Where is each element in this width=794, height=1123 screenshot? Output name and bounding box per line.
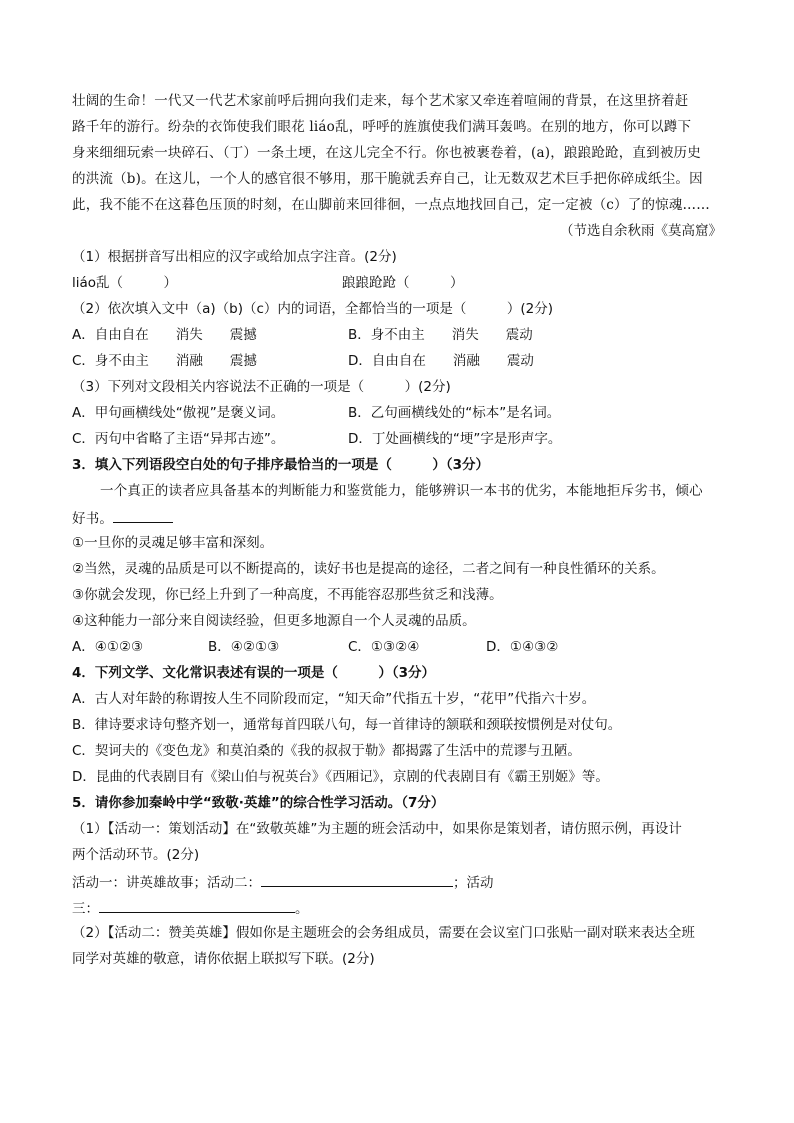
- option-row: [72, 400, 724, 426]
- option-row: [72, 348, 724, 374]
- sub-question-2: （2）依次填入文中（a)（b)（c）内的词语，全都恰当的一项是（ ）(2分): [72, 301, 554, 317]
- sentence-item: ③你就会发现，你已经上升到了一种高度，不再能容忍那些贫乏和浅薄。: [72, 587, 503, 603]
- question-5: [72, 790, 724, 972]
- option-b: B．④②①③: [208, 639, 280, 655]
- question-3-stem-end: [72, 504, 724, 530]
- passage-line: 此，我不能不在这暮色压顶的时刻，在山脚前来回徘徊，一点点地找回自己，定一定被（c）了的惊魂……: [72, 197, 710, 213]
- question-5-sub1-cont: 两个活动环节。(2分): [72, 847, 200, 863]
- question-5-title: 5．请你参加秦岭中学“致敬·英雄”的综合性学习活动。（7分）: [72, 795, 445, 811]
- option-c: C．契诃夫的《变色龙》和莫泊桑的《我的叔叔于勒》都揭露了生活中的荒谬与丑陋。: [72, 743, 581, 759]
- question-3-title: 3．填入下列语段空白处的句子排序最恰当的一项是（ ）（3分）: [72, 457, 490, 473]
- question-2-subs: [72, 244, 724, 452]
- fill-mid: ；活动: [453, 875, 494, 891]
- sub-question-3: （3）下列对文段相关内容说法不正确的一项是（ ）(2分): [72, 379, 451, 395]
- question-3-stem-text: 好书。: [72, 511, 114, 527]
- activity-three-blank[interactable]: [99, 894, 295, 913]
- fill-row: [72, 868, 724, 894]
- activity-two-blank[interactable]: [261, 868, 453, 887]
- question-5-sub1: （1）【活动一：策划活动】在“致敬英雄”为主题的班会活动中，如果你是策划者，请仿照示例，再设计: [72, 821, 682, 837]
- option-a: A．甲句画横线处“傲视”是褒义词。: [72, 405, 285, 421]
- sentence-item: ①一旦你的灵魂足够丰富和深刻。: [72, 535, 274, 551]
- option-b: B．乙句画横线处的“标本”是名词。: [348, 405, 561, 421]
- sub-question-1: （1）根据拼音写出相应的汉字或给加点字注音。(2分): [72, 249, 397, 265]
- option-c: C．①③②④: [348, 639, 420, 655]
- option-d: D．昆曲的代表剧目有《梁山伯与祝英台》《西厢记》，京剧的代表剧目有《霸王别姬》等。: [72, 769, 609, 785]
- sentence-item: ④这种能力一部分来自阅读经验，但更多地源自一个人灵魂的品质。: [72, 613, 476, 629]
- exam-page: [72, 88, 724, 972]
- option-d: D．丁处画横线的“埂”字是形声字。: [348, 431, 562, 447]
- option-a: A．古人对年龄的称谓按人生不同阶段而定，“知天命”代指五十岁，“花甲”代指六十岁。: [72, 691, 596, 707]
- question-4: [72, 660, 724, 790]
- passage-line: 壮阔的生命！一代又一代艺术家前呼后拥向我们走来，每个艺术家又牵连着喧闹的背景，在这里挤着赶: [72, 93, 689, 109]
- option-c: C．身不由主 消融 震撼: [72, 353, 257, 369]
- fill-row: [72, 894, 724, 920]
- passage-line: 路千年的游行。纷杂的衣饰使我们眼花 liáo乱，呼呼的旌旗使我们满耳轰鸣。在别的地方，你可以蹲下: [72, 119, 692, 135]
- passage-line: 身来细细玩索一块碎石、（丁）一条土埂，在这儿完全不行。你也被裹卷着，(a)，踉踉跄跄，直到被历史: [72, 145, 701, 161]
- fill-prefix: 活动一：讲英雄故事；活动二：: [72, 875, 261, 891]
- option-a: A．④①②③: [72, 639, 144, 655]
- option-c: C．丙句中省略了主语“异邦古迹”。: [72, 431, 285, 447]
- option-row: [72, 426, 724, 452]
- question-4-title: 4．下列文学、文化常识表述有误的一项是（ ）（3分）: [72, 665, 436, 681]
- question-5-sub2-cont: 同学对英雄的敬意，请你依据上联拟写下联。(2分): [72, 951, 375, 967]
- passage-line: 的洪流（b)。在这儿，一个人的感官很不够用，那干脆就丢弃自己，让无数双艺术巨手把你碎成纸尘。因: [72, 171, 703, 187]
- sentence-item: ②当然，灵魂的品质是可以不断提高的，读好书也是提高的途径，二者之间有一种良性循环的关系。: [72, 561, 665, 577]
- option-d: D．①④③②: [486, 639, 559, 655]
- question-3: [72, 452, 724, 660]
- question-3-stem: 一个真正的读者应具备基本的判断能力和鉴赏能力，能够辨识一本书的优劣，本能地拒斥劣书，倾心: [100, 483, 703, 499]
- pinyin-blank-b: 踉踉跄跄（ ）: [342, 275, 464, 291]
- option-row: [72, 322, 724, 348]
- option-b: B．身不由主 消失 震动: [348, 327, 533, 343]
- pinyin-blank-a: liáo乱（ ）: [72, 275, 178, 291]
- option-d: D．自由自在 消融 震动: [348, 353, 534, 369]
- option-row: [72, 634, 724, 660]
- passage: [72, 88, 724, 244]
- fill-end: 。: [295, 901, 309, 917]
- passage-source: （节选自余秋雨《莫高窟》: [560, 223, 722, 239]
- option-a: A．自由自在 消失 震撼: [72, 327, 257, 343]
- fill-prefix: 三：: [72, 901, 99, 917]
- option-b: B．律诗要求诗句整齐划一，通常每首四联八句，每一首律诗的颔联和颈联按惯例是对仗句。: [72, 717, 622, 733]
- answer-blank[interactable]: [113, 504, 173, 523]
- question-5-sub2: （2）【活动二：赞美英雄】假如你是主题班会的会务组成员，需要在会议室门口张贴一副对联来表达全班: [72, 925, 695, 941]
- pinyin-row: [72, 270, 724, 296]
